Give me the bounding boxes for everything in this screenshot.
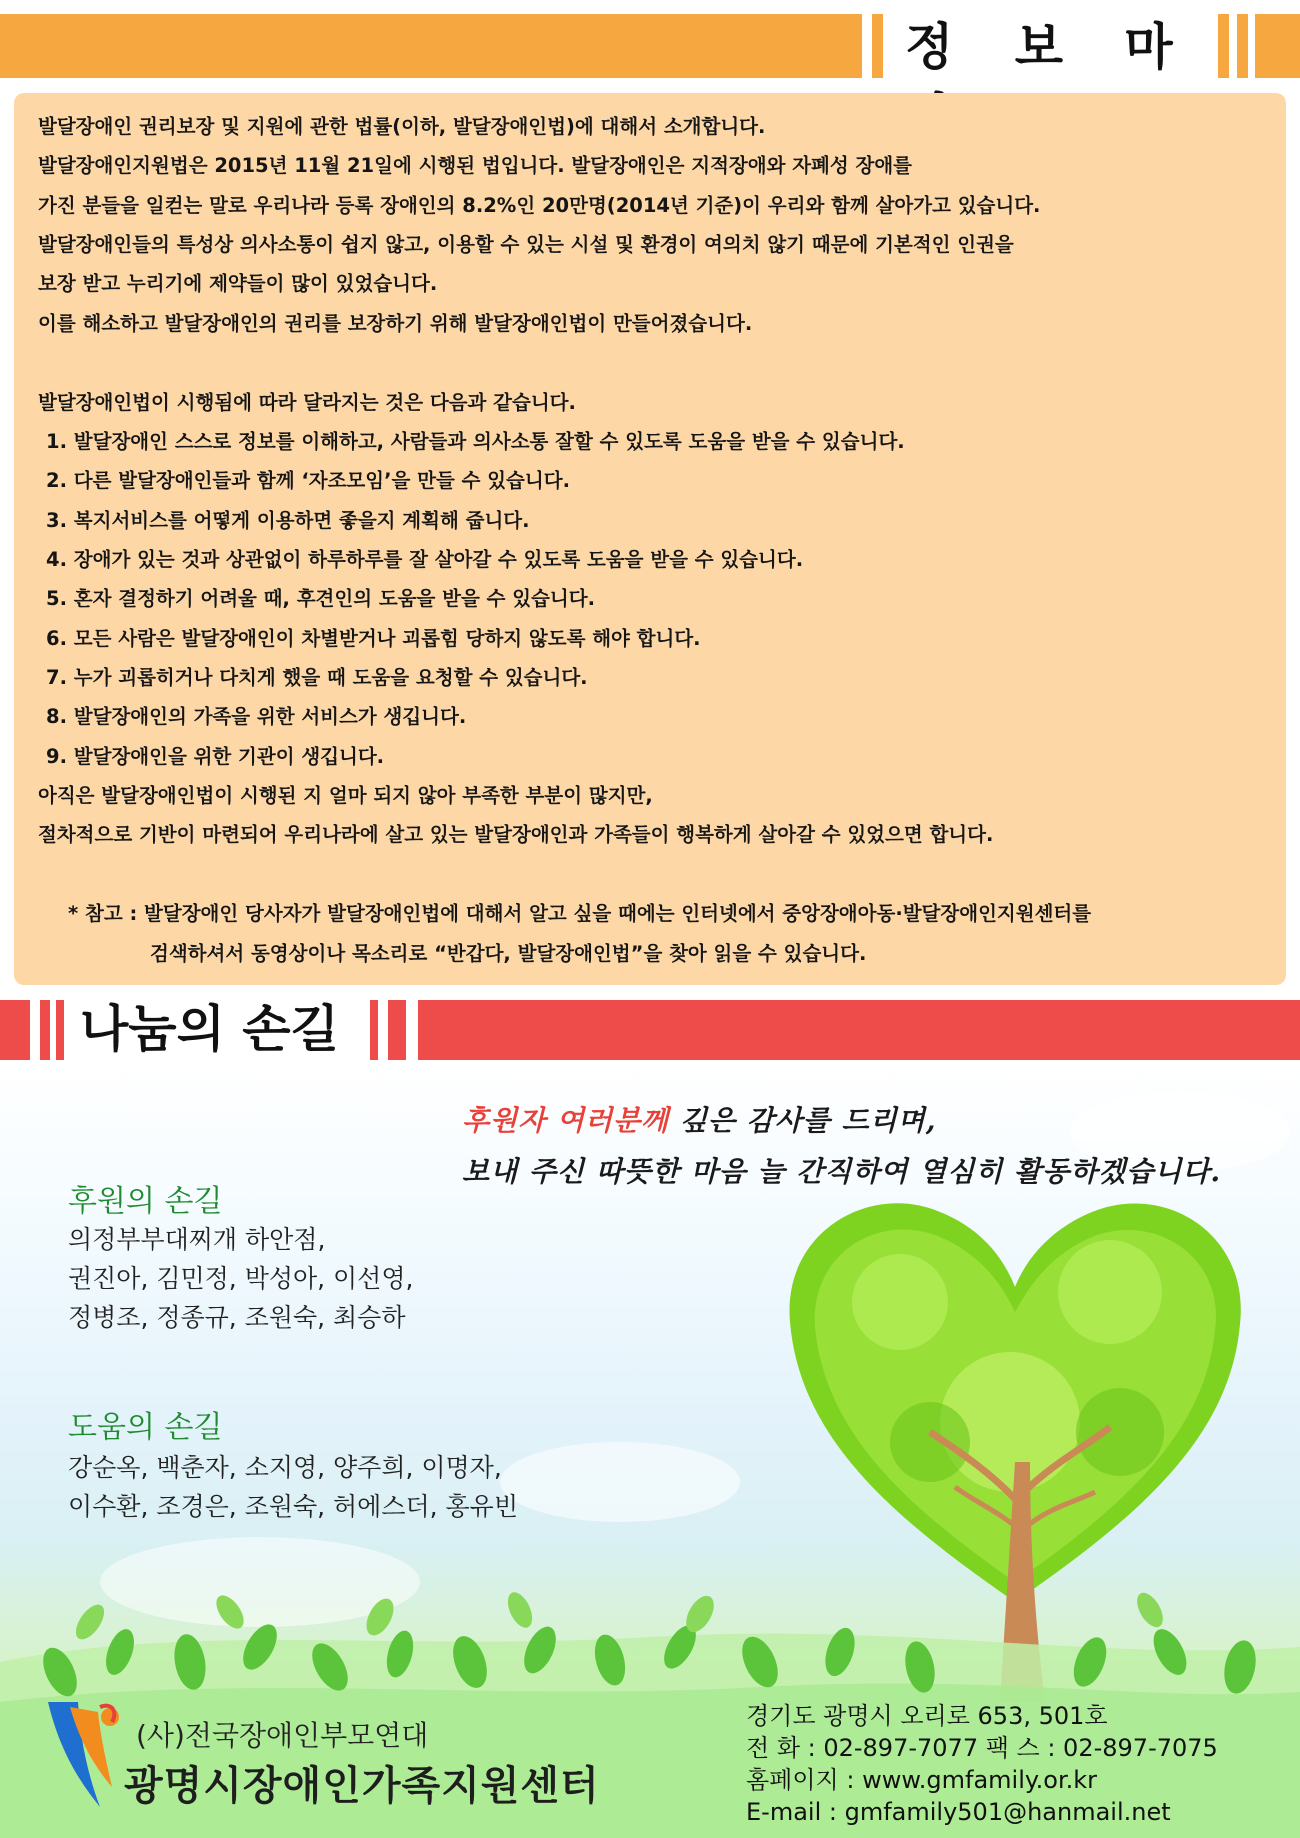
- info-header-stripe: [872, 14, 883, 78]
- info-paragraph-line: 이를 해소하고 발달장애인의 권리를 보장하기 위해 발달장애인법이 만들어졌습니다.: [38, 312, 753, 335]
- thanks-highlight: 후원자 여러분께: [462, 1104, 670, 1137]
- sponsor-names-line: 권진아, 김민정, 박성아, 이선영,: [68, 1264, 414, 1293]
- closing-line: 아직은 발달장애인법이 시행된 지 얼마 되지 않아 부족한 부분이 많지만,: [38, 784, 653, 807]
- info-box: [14, 93, 1286, 985]
- thanks-message-line1: [462, 1101, 936, 1141]
- closing-line: 절차적으로 기반이 마련되어 우리나라에 살고 있는 발달장애인과 가족들이 행복하게 살아갈 수 있었으면 합니다.: [38, 823, 994, 846]
- info-paragraph-line: 발달장애인들의 특성상 의사소통이 쉽지 않고, 이용할 수 있는 시설 및 환경이 여의치 않기 때문에 기본적인 인권을: [38, 233, 1014, 256]
- info-header-stripe: [1218, 14, 1229, 78]
- info-paragraph-line: 가진 분들을 일컫는 말로 우리나라 등록 장애인의 8.2%인 20만명(2014년 기준)이 우리와 함께 살아가고 있습니다.: [38, 194, 1041, 217]
- contact-email: E-mail : gmfamily501@hanmail.net: [746, 1798, 1171, 1826]
- sponsor-names-line: 의정부부대찌개 하안점,: [68, 1225, 326, 1254]
- reference-note: * 참고 : 발달장애인 당사자가 발달장애인법에 대해서 알고 싶을 때에는 인터넷에서 중앙장애아동·발달장애인지원센터를: [68, 902, 1092, 925]
- thanks-text: 깊은 감사를 드리며,: [669, 1104, 937, 1137]
- contact-homepage: 홈페이지 : www.gmfamily.or.kr: [746, 1766, 1098, 1794]
- sharing-header-stripe: [388, 1000, 406, 1060]
- org-subtitle: (사)전국장애인부모연대: [136, 1719, 429, 1752]
- info-paragraph-line: 발달장애인지원법은 2015년 11월 21일에 시행된 법입니다. 발달장애인은 지적장애와 자폐성 장애를: [38, 154, 913, 177]
- list-item: 1. 발달장애인 스스로 정보를 이해하고, 사람들과 의사소통 잘할 수 있도록 도움을 받을 수 있습니다.: [46, 430, 905, 453]
- list-item: 8. 발달장애인의 가족을 위한 서비스가 생깁니다.: [46, 705, 467, 728]
- thanks-message-line2: 보내 주신 따뜻한 마음 늘 간직하여 열심히 활동하겠습니다.: [462, 1155, 1222, 1188]
- helper-names-line: 강순옥, 백춘자, 소지영, 양주희, 이명자,: [68, 1453, 502, 1482]
- list-item: 9. 발달장애인을 위한 기관이 생깁니다.: [46, 745, 385, 768]
- sharing-header-stripe: [370, 1000, 378, 1060]
- info-header-stripe: [1237, 14, 1248, 78]
- sharing-header-bar: [0, 1000, 30, 1060]
- helper-group-title: 도움의 손길: [68, 1410, 223, 1445]
- info-header-bar: [0, 14, 862, 78]
- sharing-section-title: 나눔의 손길: [80, 1000, 339, 1058]
- info-section-title: 정 보 마: [905, 18, 1195, 76]
- info-paragraph-line: 발달장애인 권리보장 및 지원에 관한 법률(이하, 발달장애인법)에 대해서 소개합니다.: [38, 115, 766, 138]
- contact-phone-fax: 전 화 : 02-897-7077 팩 스 : 02-897-7075: [746, 1734, 1218, 1762]
- sharing-header-stripe: [40, 1000, 50, 1060]
- contact-address: 경기도 광명시 오리로 653, 501호: [746, 1702, 1108, 1730]
- reference-note: 검색하셔서 동영상이나 목소리로 “반갑다, 발달장애인법”을 찾아 읽을 수 있습니다.: [150, 942, 867, 965]
- list-item: 6. 모든 사람은 발달장애인이 차별받거나 괴롭힘 당하지 않도록 해야 합니다.: [46, 627, 701, 650]
- sharing-header-stripe: [56, 1000, 64, 1060]
- info-header-bar-right: [1255, 14, 1300, 78]
- list-intro: 발달장애인법이 시행됨에 따라 달라지는 것은 다음과 같습니다.: [38, 391, 576, 414]
- sharing-header-bar-right: [418, 1000, 1300, 1060]
- sponsor-group-title: 후원의 손길: [68, 1184, 223, 1219]
- org-name: 광명시장애인가족지원센터: [124, 1763, 600, 1809]
- list-item: 2. 다른 발달장애인들과 함께 ‘자조모임’을 만들 수 있습니다.: [46, 469, 570, 492]
- list-item: 3. 복지서비스를 어떻게 이용하면 좋을지 계획해 줍니다.: [46, 509, 530, 532]
- helper-names-line: 이수환, 조경은, 조원숙, 허에스더, 홍유빈: [68, 1492, 518, 1521]
- info-paragraph-line: 보장 받고 누리기에 제약들이 많이 있었습니다.: [38, 272, 438, 295]
- list-item: 7. 누가 괴롭히거나 다치게 했을 때 도움을 요청할 수 있습니다.: [46, 666, 588, 689]
- list-item: 5. 혼자 결정하기 어려울 때, 후견인의 도움을 받을 수 있습니다.: [46, 587, 595, 610]
- list-item: 4. 장애가 있는 것과 상관없이 하루하루를 잘 살아갈 수 있도록 도움을 받을 수 있습니다.: [46, 548, 804, 571]
- sponsor-names-line: 정병조, 정종규, 조원숙, 최승하: [68, 1303, 406, 1332]
